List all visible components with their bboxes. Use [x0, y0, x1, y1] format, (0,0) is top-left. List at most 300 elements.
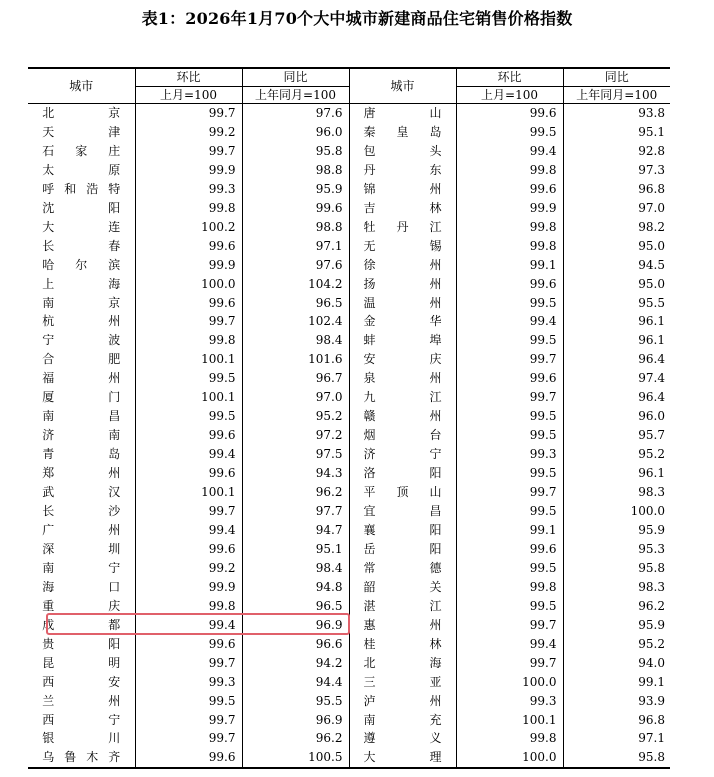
city-label: 襄阳 [363, 522, 442, 537]
table-row [28, 502, 670, 521]
mom-value-left: 99.7 [135, 142, 242, 161]
city-name-right [349, 635, 456, 654]
city-label: 南宁 [42, 560, 121, 575]
mom-value-left: 99.7 [135, 502, 242, 521]
city-label: 呼和浩特 [42, 181, 121, 196]
yoy-value-right: 98.3 [563, 578, 670, 597]
yoy-value-right: 96.8 [563, 180, 670, 199]
mom-value-right: 99.7 [456, 350, 563, 369]
city-name-right [349, 597, 456, 616]
city-label: 杭州 [42, 314, 121, 329]
city-label: 三亚 [363, 674, 442, 689]
mom-value-left: 99.6 [135, 635, 242, 654]
city-label: 大理 [363, 750, 442, 765]
city-label: 宁波 [42, 333, 121, 348]
city-name-left [28, 559, 135, 578]
table-row [28, 616, 670, 635]
city-name-left [28, 123, 135, 142]
yoy-base-right: 上年同月=100 [563, 87, 670, 104]
city-name-right [349, 616, 456, 635]
yoy-value-left: 96.6 [242, 635, 349, 654]
yoy-value-left: 97.6 [242, 104, 349, 123]
table-row [28, 426, 670, 445]
city-name-left [28, 673, 135, 692]
mom-value-left: 99.7 [135, 104, 242, 123]
city-name-left [28, 483, 135, 502]
yoy-header-left: 同比 [242, 68, 349, 87]
city-name-right [349, 275, 456, 294]
mom-base-right: 上月=100 [456, 87, 563, 104]
city-label: 丹东 [363, 162, 442, 177]
city-label: 桂林 [363, 636, 442, 651]
city-label: 贵阳 [42, 636, 121, 651]
mom-value-left: 99.2 [135, 123, 242, 142]
yoy-value-right: 97.4 [563, 369, 670, 388]
yoy-value-left: 96.5 [242, 294, 349, 313]
table-row [28, 540, 670, 559]
city-label: 济宁 [363, 447, 442, 462]
yoy-value-right: 96.1 [563, 464, 670, 483]
mom-value-left: 99.6 [135, 237, 242, 256]
city-label: 常德 [363, 560, 442, 575]
yoy-value-right: 95.2 [563, 445, 670, 464]
mom-header-left: 环比 [135, 68, 242, 87]
yoy-value-left: 98.8 [242, 218, 349, 237]
city-label: 扬州 [363, 276, 442, 291]
city-name-left [28, 199, 135, 218]
city-label: 蚌埠 [363, 333, 442, 348]
city-label: 秦皇岛 [363, 124, 442, 139]
mom-value-left: 100.1 [135, 483, 242, 502]
city-name-right [349, 673, 456, 692]
city-name-left [28, 502, 135, 521]
city-name-right [349, 483, 456, 502]
table-row [28, 711, 670, 730]
mom-value-left: 99.4 [135, 445, 242, 464]
city-label: 南京 [42, 295, 121, 310]
table-row [28, 180, 670, 199]
yoy-value-left: 95.1 [242, 540, 349, 559]
city-label: 南昌 [42, 409, 121, 424]
city-label: 长春 [42, 238, 121, 253]
yoy-value-right: 94.5 [563, 256, 670, 275]
city-name-left [28, 331, 135, 350]
yoy-value-left: 95.9 [242, 180, 349, 199]
mom-value-right: 99.5 [456, 426, 563, 445]
table-row [28, 331, 670, 350]
city-label: 惠州 [363, 617, 442, 632]
city-label: 哈尔滨 [42, 257, 121, 272]
city-name-right [349, 711, 456, 730]
yoy-value-left: 98.4 [242, 559, 349, 578]
city-label: 成都 [42, 617, 121, 632]
city-header-left: 城市 [28, 68, 135, 104]
mom-value-left: 99.6 [135, 748, 242, 768]
mom-value-right: 100.0 [456, 748, 563, 768]
city-name-left [28, 692, 135, 711]
yoy-value-left: 98.8 [242, 161, 349, 180]
mom-value-right: 99.8 [456, 161, 563, 180]
city-label: 锦州 [363, 181, 442, 196]
mom-value-right: 99.5 [456, 502, 563, 521]
city-name-right [349, 161, 456, 180]
yoy-value-right: 93.8 [563, 104, 670, 123]
yoy-value-right: 95.8 [563, 559, 670, 578]
city-name-left [28, 597, 135, 616]
city-label: 宜昌 [363, 504, 442, 519]
mom-value-left: 99.6 [135, 294, 242, 313]
mom-value-left: 99.4 [135, 521, 242, 540]
city-label: 石家庄 [42, 143, 121, 158]
yoy-value-left: 94.7 [242, 521, 349, 540]
city-name-right [349, 256, 456, 275]
table-row [28, 635, 670, 654]
mom-value-right: 99.8 [456, 578, 563, 597]
mom-value-right: 99.7 [456, 483, 563, 502]
yoy-value-left: 94.3 [242, 464, 349, 483]
city-name-left [28, 237, 135, 256]
city-name-left [28, 275, 135, 294]
city-header-right: 城市 [349, 68, 456, 104]
city-label: 沈阳 [42, 200, 121, 215]
mom-value-right: 99.5 [456, 464, 563, 483]
mom-value-left: 99.7 [135, 711, 242, 730]
yoy-value-right: 96.1 [563, 312, 670, 331]
city-label: 郑州 [42, 466, 121, 481]
mom-value-left: 99.6 [135, 426, 242, 445]
yoy-value-left: 96.2 [242, 729, 349, 748]
yoy-value-left: 94.2 [242, 654, 349, 673]
city-label: 吉林 [363, 200, 442, 215]
yoy-value-left: 96.2 [242, 483, 349, 502]
mom-value-right: 99.9 [456, 199, 563, 218]
table-row [28, 729, 670, 748]
yoy-value-left: 94.8 [242, 578, 349, 597]
mom-value-right: 99.5 [456, 123, 563, 142]
city-name-right [349, 199, 456, 218]
table-row [28, 218, 670, 237]
city-name-right [349, 540, 456, 559]
city-label: 厦门 [42, 390, 121, 405]
yoy-base-left: 上年同月=100 [242, 87, 349, 104]
yoy-value-right: 95.2 [563, 635, 670, 654]
mom-value-left: 99.8 [135, 597, 242, 616]
table-row [28, 369, 670, 388]
city-label: 赣州 [363, 409, 442, 424]
yoy-value-left: 95.2 [242, 407, 349, 426]
price-index-table [28, 67, 670, 769]
city-name-right [349, 654, 456, 673]
yoy-value-right: 95.8 [563, 748, 670, 768]
yoy-value-left: 96.9 [242, 711, 349, 730]
city-name-left [28, 369, 135, 388]
mom-header-right: 环比 [456, 68, 563, 87]
city-label: 福州 [42, 371, 121, 386]
table-row [28, 521, 670, 540]
city-name-left [28, 748, 135, 768]
table-row [28, 597, 670, 616]
mom-value-left: 100.0 [135, 275, 242, 294]
table-row [28, 464, 670, 483]
table-row [28, 654, 670, 673]
city-name-left [28, 729, 135, 748]
yoy-value-left: 102.4 [242, 312, 349, 331]
yoy-value-right: 95.0 [563, 275, 670, 294]
city-name-left [28, 654, 135, 673]
yoy-value-left: 97.5 [242, 445, 349, 464]
yoy-value-right: 95.9 [563, 616, 670, 635]
city-name-left [28, 104, 135, 123]
yoy-value-left: 97.6 [242, 256, 349, 275]
yoy-value-right: 95.9 [563, 521, 670, 540]
city-label: 无锡 [363, 238, 442, 253]
yoy-value-right: 92.8 [563, 142, 670, 161]
city-name-left [28, 180, 135, 199]
table-body [28, 104, 670, 769]
yoy-value-left: 96.0 [242, 123, 349, 142]
mom-value-left: 99.5 [135, 369, 242, 388]
city-label: 遵义 [363, 731, 442, 746]
city-name-right [349, 388, 456, 407]
yoy-value-left: 96.5 [242, 597, 349, 616]
city-name-right [349, 331, 456, 350]
city-name-right [349, 748, 456, 768]
city-label: 深圳 [42, 541, 121, 556]
city-name-right [349, 369, 456, 388]
city-label: 泸州 [363, 693, 442, 708]
table-row [28, 483, 670, 502]
city-name-right [349, 350, 456, 369]
mom-value-left: 99.9 [135, 161, 242, 180]
mom-value-left: 99.4 [135, 616, 242, 635]
city-name-left [28, 218, 135, 237]
table-row [28, 407, 670, 426]
mom-value-right: 99.5 [456, 559, 563, 578]
mom-value-right: 99.3 [456, 692, 563, 711]
city-name-right [349, 104, 456, 123]
city-label: 湛江 [363, 598, 442, 613]
yoy-value-right: 95.1 [563, 123, 670, 142]
table-row [28, 388, 670, 407]
table-row [28, 559, 670, 578]
yoy-value-left: 97.2 [242, 426, 349, 445]
yoy-value-left: 96.9 [242, 616, 349, 635]
city-label: 上海 [42, 276, 121, 291]
table-row [28, 199, 670, 218]
mom-value-left: 99.7 [135, 654, 242, 673]
yoy-value-left: 97.7 [242, 502, 349, 521]
yoy-value-right: 98.2 [563, 218, 670, 237]
mom-value-right: 99.8 [456, 218, 563, 237]
yoy-value-right: 96.2 [563, 597, 670, 616]
mom-value-left: 99.6 [135, 540, 242, 559]
yoy-value-right: 95.3 [563, 540, 670, 559]
city-label: 昆明 [42, 655, 121, 670]
yoy-value-left: 95.8 [242, 142, 349, 161]
mom-value-left: 99.8 [135, 331, 242, 350]
yoy-value-right: 95.5 [563, 294, 670, 313]
yoy-value-right: 98.3 [563, 483, 670, 502]
mom-value-right: 99.3 [456, 445, 563, 464]
yoy-value-left: 101.6 [242, 350, 349, 369]
city-name-right [349, 123, 456, 142]
city-label: 银川 [42, 731, 121, 746]
mom-value-right: 99.7 [456, 388, 563, 407]
mom-value-left: 99.3 [135, 180, 242, 199]
table-row [28, 578, 670, 597]
city-label: 徐州 [363, 257, 442, 272]
mom-value-right: 100.1 [456, 711, 563, 730]
table-row [28, 275, 670, 294]
mom-value-right: 99.6 [456, 540, 563, 559]
city-name-right [349, 521, 456, 540]
city-label: 广州 [42, 522, 121, 537]
mom-value-right: 99.7 [456, 616, 563, 635]
city-label: 合肥 [42, 352, 121, 367]
table-row [28, 748, 670, 768]
table-row [28, 237, 670, 256]
city-name-left [28, 445, 135, 464]
city-label: 安庆 [363, 352, 442, 367]
city-label: 北京 [42, 106, 121, 120]
mom-value-right: 99.4 [456, 312, 563, 331]
mom-value-right: 99.5 [456, 407, 563, 426]
yoy-value-right: 97.0 [563, 199, 670, 218]
city-label: 韶关 [363, 579, 442, 594]
mom-value-left: 99.2 [135, 559, 242, 578]
yoy-value-left: 97.1 [242, 237, 349, 256]
yoy-header-right: 同比 [563, 68, 670, 87]
mom-value-left: 99.3 [135, 673, 242, 692]
city-label: 武汉 [42, 485, 121, 500]
table-row [28, 294, 670, 313]
yoy-value-left: 96.7 [242, 369, 349, 388]
city-label: 包头 [363, 143, 442, 158]
city-name-right [349, 294, 456, 313]
yoy-value-right: 97.3 [563, 161, 670, 180]
city-label: 岳阳 [363, 541, 442, 556]
city-label: 长沙 [42, 504, 121, 519]
table-row [28, 445, 670, 464]
yoy-value-right: 93.9 [563, 692, 670, 711]
city-name-left [28, 161, 135, 180]
city-name-right [349, 180, 456, 199]
city-name-right [349, 237, 456, 256]
mom-value-right: 99.6 [456, 104, 563, 123]
mom-value-left: 100.1 [135, 388, 242, 407]
city-name-left [28, 256, 135, 275]
mom-value-left: 99.5 [135, 407, 242, 426]
table-row [28, 312, 670, 331]
city-name-left [28, 540, 135, 559]
yoy-value-right: 96.4 [563, 388, 670, 407]
mom-value-left: 99.9 [135, 256, 242, 275]
mom-value-left: 100.1 [135, 350, 242, 369]
table-row [28, 123, 670, 142]
mom-value-right: 99.5 [456, 597, 563, 616]
mom-value-right: 99.6 [456, 275, 563, 294]
city-label: 济南 [42, 428, 121, 443]
city-label: 重庆 [42, 598, 121, 613]
mom-value-right: 99.8 [456, 729, 563, 748]
city-label: 西宁 [42, 712, 121, 727]
city-label: 北海 [363, 655, 442, 670]
city-label: 兰州 [42, 693, 121, 708]
city-label: 太原 [42, 162, 121, 177]
city-label: 西安 [42, 674, 121, 689]
city-label: 乌鲁木齐 [42, 750, 121, 765]
city-name-left [28, 635, 135, 654]
city-name-left [28, 711, 135, 730]
city-name-left [28, 350, 135, 369]
yoy-value-right: 100.0 [563, 502, 670, 521]
city-name-left [28, 521, 135, 540]
mom-value-right: 99.7 [456, 654, 563, 673]
mom-value-right: 99.1 [456, 521, 563, 540]
city-label: 大连 [42, 219, 121, 234]
yoy-value-right: 94.0 [563, 654, 670, 673]
city-label: 南充 [363, 712, 442, 727]
mom-value-left: 99.8 [135, 199, 242, 218]
city-label: 平顶山 [363, 485, 442, 500]
city-name-right [349, 142, 456, 161]
yoy-value-right: 95.7 [563, 426, 670, 445]
city-name-left [28, 407, 135, 426]
table-row [28, 104, 670, 123]
city-name-right [349, 559, 456, 578]
city-label: 洛阳 [363, 466, 442, 481]
city-name-right [349, 445, 456, 464]
yoy-value-left: 95.5 [242, 692, 349, 711]
yoy-value-left: 97.0 [242, 388, 349, 407]
city-name-right [349, 218, 456, 237]
mom-value-left: 99.9 [135, 578, 242, 597]
city-name-left [28, 294, 135, 313]
city-label: 温州 [363, 295, 442, 310]
yoy-value-right: 96.4 [563, 350, 670, 369]
mom-value-right: 99.4 [456, 142, 563, 161]
yoy-value-right: 99.1 [563, 673, 670, 692]
mom-value-left: 99.7 [135, 312, 242, 331]
city-label: 金华 [363, 314, 442, 329]
yoy-value-left: 98.4 [242, 331, 349, 350]
mom-value-right: 99.6 [456, 180, 563, 199]
mom-value-left: 99.6 [135, 464, 242, 483]
city-name-right [349, 312, 456, 331]
mom-base-left: 上月=100 [135, 87, 242, 104]
mom-value-left: 99.5 [135, 692, 242, 711]
mom-value-left: 99.7 [135, 729, 242, 748]
table-title: 表1：2026年1月70个大中城市新建商品住宅销售价格指数 [141, 9, 573, 28]
table-row [28, 142, 670, 161]
city-label: 牡丹江 [363, 219, 442, 234]
table-row [28, 673, 670, 692]
yoy-value-left: 99.6 [242, 199, 349, 218]
mom-value-right: 100.0 [456, 673, 563, 692]
table-row [28, 256, 670, 275]
city-name-right [349, 502, 456, 521]
city-name-left [28, 616, 135, 635]
city-label: 烟台 [363, 428, 442, 443]
mom-value-right: 99.1 [456, 256, 563, 275]
city-label: 泉州 [363, 371, 442, 386]
mom-value-right: 99.6 [456, 369, 563, 388]
table-row [28, 350, 670, 369]
city-name-left [28, 142, 135, 161]
city-name-right [349, 729, 456, 748]
city-name-right [349, 407, 456, 426]
table-row [28, 692, 670, 711]
